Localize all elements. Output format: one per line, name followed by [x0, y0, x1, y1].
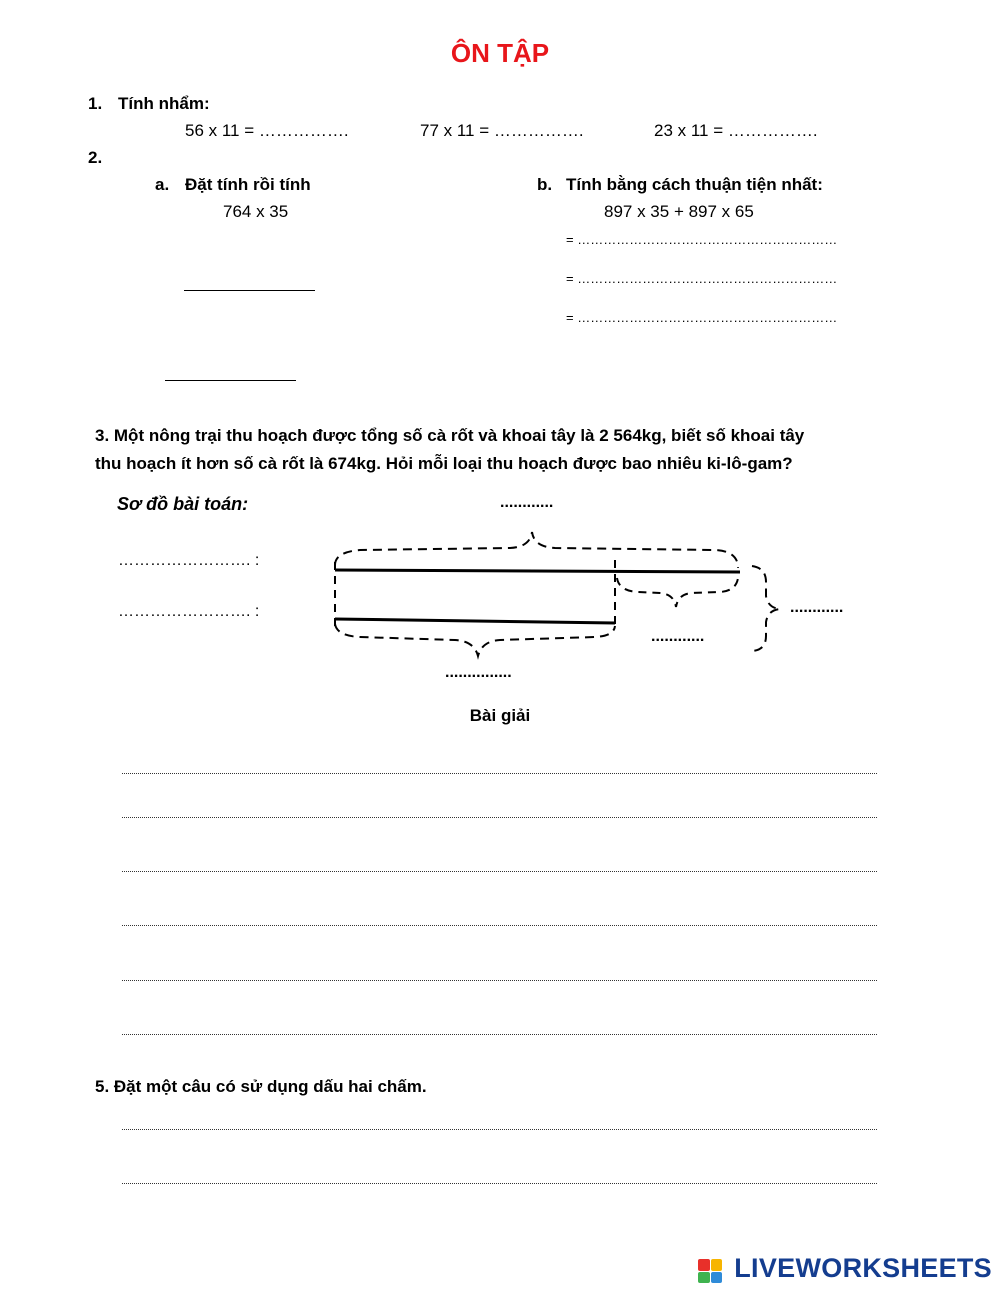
brace-difference	[617, 578, 738, 607]
q1-item-1[interactable]: 56 x 11 = …………….	[185, 121, 349, 140]
blank-total-top[interactable]: ............	[500, 494, 554, 511]
q2a-expression: 764 x 35	[223, 202, 289, 221]
q1-item-3[interactable]: 23 x 11 = …………….	[654, 121, 818, 140]
q5-answer-line[interactable]	[122, 1129, 877, 1130]
q2a-label: Đặt tính rồi tính	[185, 175, 311, 194]
blank-difference[interactable]: ............	[651, 628, 705, 645]
q5-answer-line[interactable]	[122, 1183, 877, 1184]
answer-line[interactable]	[122, 871, 877, 872]
brand-name: LIVEWORKSHEETS	[734, 1253, 992, 1283]
solution-heading: Bài giải	[469, 706, 531, 725]
q1-number: 1.	[88, 94, 103, 113]
blank-total-right[interactable]: ............	[790, 599, 844, 616]
q2a-number: a.	[155, 175, 170, 194]
segment-row2	[335, 619, 615, 623]
brace-bottom	[335, 624, 615, 656]
answer-line[interactable]	[122, 925, 877, 926]
row2-label[interactable]: ……………………. :	[118, 603, 260, 620]
answer-line[interactable]	[122, 980, 877, 981]
q2b-step-1[interactable]: = ……………………………………………………	[566, 232, 838, 247]
q1-label: Tính nhẩm:	[118, 94, 210, 113]
q2b-number: b.	[537, 175, 553, 194]
q2b-step-2[interactable]: = ……………………………………………………	[566, 271, 838, 286]
liveworksheets-logo-icon	[698, 1259, 722, 1283]
q3-text-line-1: 3. Một nông trại thu hoạch được tổng số cà rốt và khoai tây là 2 564kg, biết số khoai tây	[95, 426, 805, 445]
q2b-label: Tính bằng cách thuận tiện nhất:	[566, 175, 823, 194]
answer-line[interactable]	[122, 817, 877, 818]
diagram-label: Sơ đồ bài toán:	[117, 494, 249, 514]
q1-item-2[interactable]: 77 x 11 = …………….	[420, 121, 584, 140]
page-title: ÔN TẬP	[450, 38, 550, 68]
q2b-step-3[interactable]: = ……………………………………………………	[566, 310, 838, 325]
q2b-expression: 897 x 35 + 897 x 65	[604, 202, 754, 221]
blank-bottom[interactable]: ...............	[445, 664, 512, 681]
brace-right	[752, 566, 780, 651]
answer-line[interactable]	[122, 1034, 877, 1035]
q2-number: 2.	[88, 148, 103, 167]
q5-text: 5. Đặt một câu có sử dụng dấu hai chấm.	[95, 1077, 427, 1096]
segment-row1	[335, 570, 740, 572]
q3-text-line-2: thu hoạch ít hơn số cà rốt là 674kg. Hỏi mỗi loại thu hoạch được bao nhiêu ki-lô-gam?	[95, 454, 793, 473]
brace-top	[335, 532, 738, 568]
answer-line[interactable]	[122, 773, 877, 774]
row1-label[interactable]: ……………………. :	[118, 552, 260, 569]
